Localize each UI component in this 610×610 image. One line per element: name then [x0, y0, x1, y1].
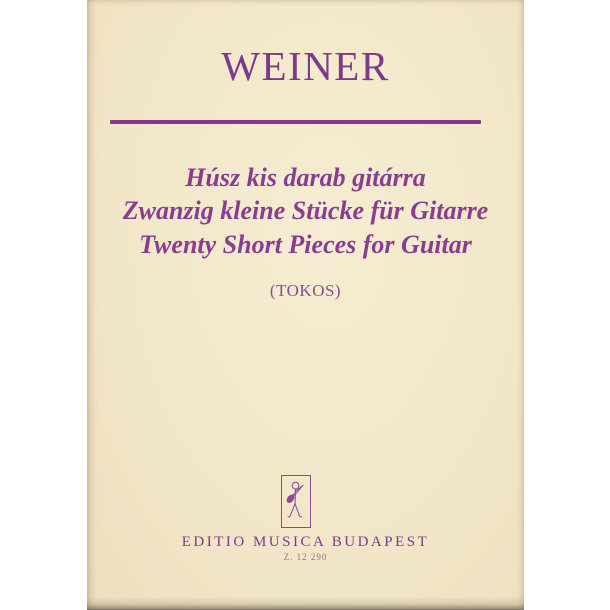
title-german: Zwanzig kleine Stücke für Gitarre [122, 196, 489, 225]
bottom-edge-shadow [87, 597, 524, 610]
plate-number: Z. 12 290 [283, 552, 328, 562]
publisher-name: EDITIO MUSICA BUDAPEST [181, 534, 430, 550]
composer-name: WEINER [221, 43, 390, 89]
title-english: Twenty Short Pieces for Guitar [139, 230, 472, 259]
editor-credit: (TOKOS) [269, 281, 342, 300]
lute-player-icon [281, 475, 311, 528]
horizontal-rule [110, 120, 481, 124]
title-hungarian: Húsz kis darab gitárra [185, 163, 426, 192]
sheet-music-cover [87, 0, 524, 610]
